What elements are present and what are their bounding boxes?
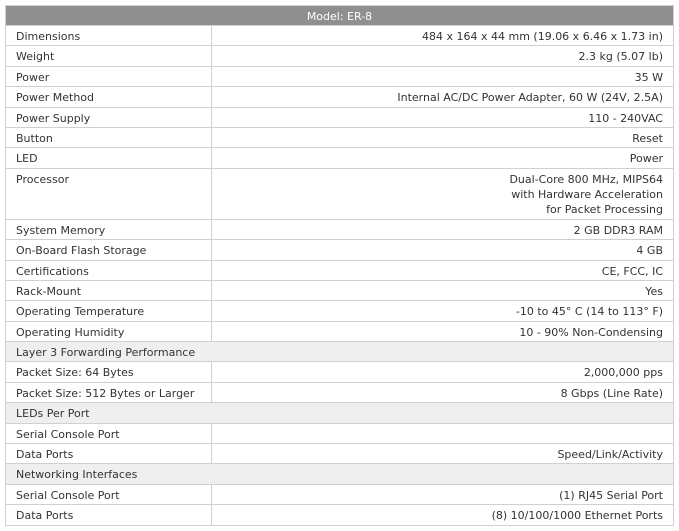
spec-row-power	[6, 66, 674, 86]
spec-label: Serial Console Port	[6, 484, 212, 504]
spec-row-processor	[6, 168, 674, 219]
spec-value	[212, 423, 674, 443]
spec-value: Yes	[212, 280, 674, 300]
spec-value: 484 x 164 x 44 mm (19.06 x 6.46 x 1.73 in)	[212, 26, 674, 46]
spec-value: Power	[212, 148, 674, 168]
spec-label: Certifications	[6, 260, 212, 280]
spec-value: (8) 10/100/1000 Ethernet Ports	[212, 505, 674, 525]
spec-row-led	[6, 148, 674, 168]
spec-value: (1) RJ45 Serial Port	[212, 484, 674, 504]
table-title: Model: ER-8	[6, 6, 674, 26]
section-leds	[6, 403, 674, 423]
processor-line: with Hardware Acceleration	[511, 187, 663, 201]
processor-line: Dual-Core 800 MHz, MIPS64	[509, 172, 663, 186]
spec-row-certifications	[6, 260, 674, 280]
spec-row-operating-temperature	[6, 301, 674, 321]
spec-row-rack-mount	[6, 280, 674, 300]
spec-label: Packet Size: 64 Bytes	[6, 362, 212, 382]
spec-row-led-data-ports	[6, 444, 674, 464]
spec-value: Reset	[212, 127, 674, 147]
spec-label: Packet Size: 512 Bytes or Larger	[6, 382, 212, 402]
spec-label: Serial Console Port	[6, 423, 212, 443]
spec-row-net-serial-console	[6, 484, 674, 504]
spec-value: 10 - 90% Non-Condensing	[212, 321, 674, 341]
spec-row-power-method	[6, 87, 674, 107]
spec-row-led-serial-console	[6, 423, 674, 443]
table-header-row	[6, 6, 674, 26]
spec-row-net-data-ports	[6, 505, 674, 525]
spec-value: 4 GB	[212, 240, 674, 260]
spec-row-weight	[6, 46, 674, 66]
section-layer3	[6, 342, 674, 362]
spec-row-operating-humidity	[6, 321, 674, 341]
section-networking	[6, 464, 674, 484]
spec-table	[5, 5, 674, 526]
spec-label: Power Supply	[6, 107, 212, 127]
spec-label: LED	[6, 148, 212, 168]
spec-value: Internal AC/DC Power Adapter, 60 W (24V, 2.5A)	[212, 87, 674, 107]
spec-label: Operating Humidity	[6, 321, 212, 341]
spec-value	[212, 168, 674, 219]
spec-value: 8 Gbps (Line Rate)	[212, 382, 674, 402]
spec-label: System Memory	[6, 219, 212, 239]
spec-value: -10 to 45° C (14 to 113° F)	[212, 301, 674, 321]
section-heading: LEDs Per Port	[6, 403, 674, 423]
spec-label: On-Board Flash Storage	[6, 240, 212, 260]
spec-row-flash-storage	[6, 240, 674, 260]
spec-label: Power	[6, 66, 212, 86]
spec-row-power-supply	[6, 107, 674, 127]
spec-label: Data Ports	[6, 505, 212, 525]
spec-row-dimensions	[6, 26, 674, 46]
spec-value: Speed/Link/Activity	[212, 444, 674, 464]
spec-row-button	[6, 127, 674, 147]
spec-value: CE, FCC, IC	[212, 260, 674, 280]
spec-value: 2 GB DDR3 RAM	[212, 219, 674, 239]
spec-label: Rack-Mount	[6, 280, 212, 300]
spec-value: 2.3 kg (5.07 lb)	[212, 46, 674, 66]
section-heading: Networking Interfaces	[6, 464, 674, 484]
spec-label: Button	[6, 127, 212, 147]
spec-label: Dimensions	[6, 26, 212, 46]
spec-value: 110 - 240VAC	[212, 107, 674, 127]
spec-label: Data Ports	[6, 444, 212, 464]
spec-row-packet-512	[6, 382, 674, 402]
spec-label: Operating Temperature	[6, 301, 212, 321]
spec-value: 2,000,000 pps	[212, 362, 674, 382]
spec-row-system-memory	[6, 219, 674, 239]
processor-line: for Packet Processing	[546, 202, 663, 216]
spec-label: Processor	[6, 168, 212, 219]
spec-value: 35 W	[212, 66, 674, 86]
spec-row-packet-64	[6, 362, 674, 382]
section-heading: Layer 3 Forwarding Performance	[6, 342, 674, 362]
spec-label: Weight	[6, 46, 212, 66]
spec-label: Power Method	[6, 87, 212, 107]
